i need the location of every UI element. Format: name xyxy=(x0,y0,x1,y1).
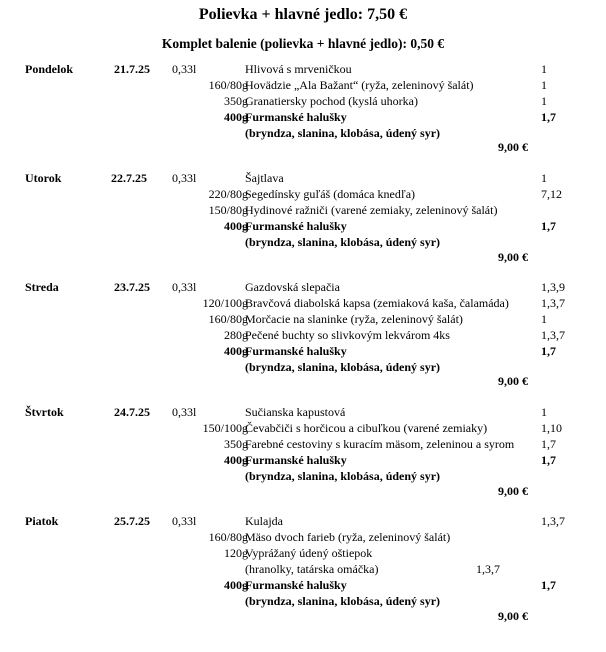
item-allergens: 1,7 xyxy=(541,110,556,124)
item-quantity: 400g xyxy=(224,578,248,592)
day-price: 9,00 € xyxy=(498,609,528,623)
menu-item xyxy=(0,296,606,312)
item-dish: (bryndza, slanina, klobása, údený syr) xyxy=(245,360,441,374)
menu-item xyxy=(0,578,606,594)
item-allergens: 1,3,7 xyxy=(476,562,500,576)
item-allergens: 1 xyxy=(541,171,547,185)
item-allergens: 1,7 xyxy=(541,344,556,358)
item-quantity: 0,33l xyxy=(172,405,197,419)
package-note: Komplet balenie (polievka + hlavné jedlo): 0,50 € xyxy=(161,36,445,51)
menu-item xyxy=(0,562,606,578)
item-dish: (hranolky, tatárska omáčka) xyxy=(245,562,379,576)
menu-item xyxy=(0,437,606,453)
menu-item xyxy=(0,312,606,328)
item-dish: Morčacie na slaninke (ryža, zeleninový šalát) xyxy=(245,312,463,326)
item-dish: Šajtlava xyxy=(245,171,284,185)
item-quantity: 120/100g xyxy=(202,296,248,310)
menu-item xyxy=(0,110,606,126)
menu-item xyxy=(0,546,606,562)
menu-item xyxy=(0,78,606,94)
item-quantity: 160/80g xyxy=(208,530,248,544)
item-dish: Čevabčiči s horčicou a cibuľkou (varené zemiaky) xyxy=(245,421,488,435)
menu-item xyxy=(0,421,606,437)
item-allergens: 1 xyxy=(541,94,547,108)
item-allergens: 1,7 xyxy=(541,453,556,467)
item-dish: (bryndza, slanina, klobása, údený syr) xyxy=(245,235,441,249)
menu-item xyxy=(0,203,606,219)
item-dish: Pečené buchty so slivkovým lekvárom 4ks xyxy=(245,328,450,342)
day-price: 9,00 € xyxy=(498,484,528,498)
item-dish: (bryndza, slanina, klobása, údený syr) xyxy=(245,126,441,140)
item-quantity: 150/80g xyxy=(208,203,248,217)
menu-item xyxy=(0,344,606,360)
item-allergens: 1 xyxy=(541,78,547,92)
item-quantity: 280g xyxy=(224,328,248,342)
item-allergens: 1,3,7 xyxy=(541,296,565,310)
item-dish: Segedínsky guľáš (domáca knedľa) xyxy=(245,187,416,201)
item-allergens: 1,7 xyxy=(541,219,556,233)
item-dish: Farebné cestoviny s kuracím mäsom, zeleninou a syrom xyxy=(245,437,515,451)
item-quantity: 150/100g xyxy=(202,421,248,435)
day-price: 9,00 € xyxy=(498,374,528,388)
menu-item xyxy=(0,280,606,296)
day-date: 22.7.25 xyxy=(111,171,147,185)
item-dish: Granatiersky pochod (kyslá uhorka) xyxy=(245,94,418,108)
day-block-streda xyxy=(0,280,606,390)
day-block-utorok xyxy=(0,171,606,281)
item-quantity: 400g xyxy=(224,344,248,358)
item-quantity: 160/80g xyxy=(208,78,248,92)
item-quantity: 350g xyxy=(224,437,248,451)
menu-item xyxy=(0,328,606,344)
item-dish: Furmanské halušky xyxy=(245,110,347,124)
item-dish: Bravčová diabolská kapsa (zemiaková kaša, čalamáda) xyxy=(245,296,509,310)
item-dish: Mäso dvoch farieb (ryža, zeleninový šalát) xyxy=(245,530,451,544)
menu-item xyxy=(0,453,606,469)
item-dish: Furmanské halušky xyxy=(245,453,347,467)
menu-item xyxy=(0,94,606,110)
menu-item xyxy=(0,405,606,421)
menu-item xyxy=(0,219,606,235)
day-name: Štvrtok xyxy=(25,405,64,419)
menu-item xyxy=(0,187,606,203)
item-dish: Furmanské halušky xyxy=(245,578,347,592)
day-price: 9,00 € xyxy=(498,250,528,264)
item-dish: Gazdovská slepačia xyxy=(245,280,340,294)
menu-item xyxy=(0,171,606,187)
day-block-stvrtok xyxy=(0,405,606,515)
menu-item xyxy=(0,469,606,485)
day-date: 23.7.25 xyxy=(114,280,150,294)
item-allergens: 1 xyxy=(541,405,547,419)
item-allergens: 1 xyxy=(541,62,547,76)
item-quantity: 0,33l xyxy=(172,62,197,76)
day-date: 24.7.25 xyxy=(114,405,150,419)
item-quantity: 0,33l xyxy=(172,171,197,185)
day-date: 25.7.25 xyxy=(114,514,150,528)
day-price: 9,00 € xyxy=(498,140,528,154)
day-name: Streda xyxy=(25,280,59,294)
item-allergens: 1,3,9 xyxy=(541,280,565,294)
item-dish: Vyprážaný údený oštiepok xyxy=(245,546,373,560)
item-allergens: 1,3,7 xyxy=(541,514,565,528)
item-dish: Furmanské halušky xyxy=(245,344,347,358)
item-dish: Hydinové ražniči (varené zemiaky, zeleninový šalát) xyxy=(245,203,498,217)
item-dish: Hovädzie „Ala Bažant“ (ryža, zeleninový šalát) xyxy=(245,78,474,92)
item-quantity: 400g xyxy=(224,453,248,467)
day-block-piatok xyxy=(0,514,606,624)
item-quantity: 120g xyxy=(224,546,248,560)
menu-item xyxy=(0,514,606,530)
item-quantity: 160/80g xyxy=(208,312,248,326)
menu-title: Polievka + hlavné jedlo: 7,50 € xyxy=(198,6,408,23)
day-date: 21.7.25 xyxy=(114,62,150,76)
item-dish: Sučianska kapustová xyxy=(245,405,346,419)
item-dish: (bryndza, slanina, klobása, údený syr) xyxy=(245,469,441,483)
item-quantity: 0,33l xyxy=(172,280,197,294)
item-quantity: 0,33l xyxy=(172,514,197,528)
day-name: Utorok xyxy=(25,171,62,185)
item-dish: Furmanské halušky xyxy=(245,219,347,233)
day-name: Piatok xyxy=(25,514,59,528)
menu-item xyxy=(0,594,606,610)
item-quantity: 350g xyxy=(224,94,248,108)
item-allergens: 1,7 xyxy=(541,437,556,451)
item-allergens: 1,3,7 xyxy=(541,328,565,342)
day-name: Pondelok xyxy=(25,62,74,76)
item-allergens: 1,10 xyxy=(541,421,562,435)
item-dish: Kulajda xyxy=(245,514,283,528)
menu-item xyxy=(0,530,606,546)
item-allergens: 1 xyxy=(541,312,547,326)
day-block-pondelok xyxy=(0,62,606,172)
item-allergens: 7,12 xyxy=(541,187,562,201)
menu-item xyxy=(0,62,606,78)
menu-item xyxy=(0,235,606,251)
item-quantity: 400g xyxy=(224,110,248,124)
item-quantity: 220/80g xyxy=(208,187,248,201)
item-dish: (bryndza, slanina, klobása, údený syr) xyxy=(245,594,441,608)
item-quantity: 400g xyxy=(224,219,248,233)
item-dish: Hlivová s mrveničkou xyxy=(245,62,352,76)
item-allergens: 1,7 xyxy=(541,578,556,592)
